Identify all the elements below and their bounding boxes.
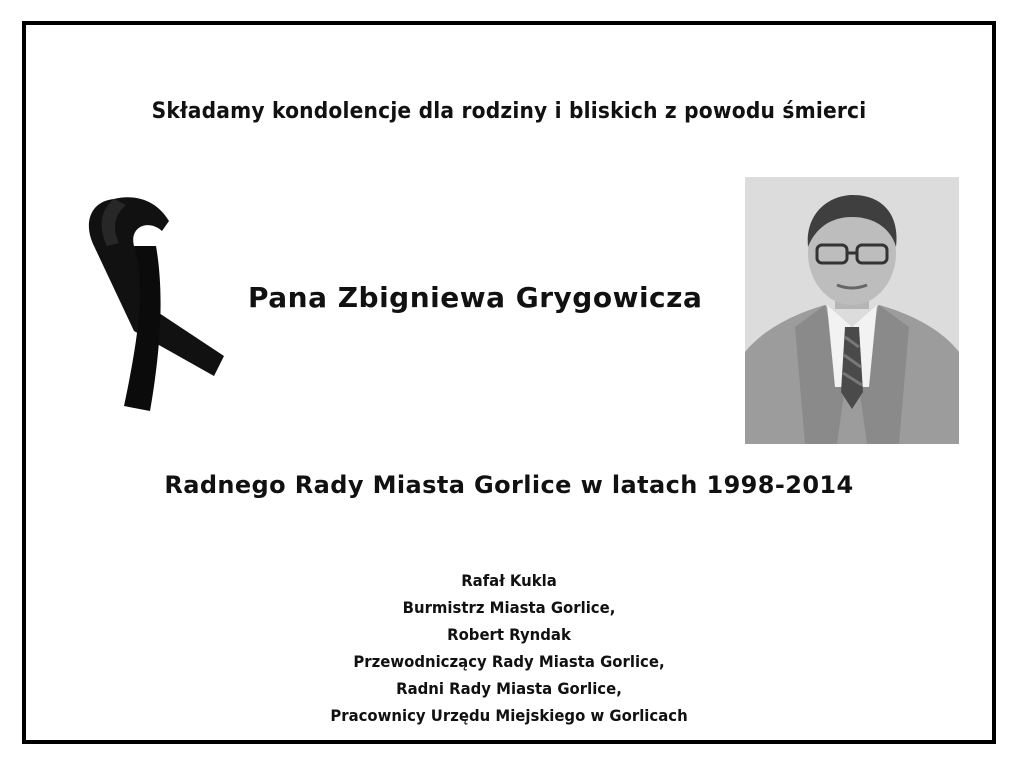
signatory-line: Robert Ryndak — [447, 625, 571, 644]
mourning-ribbon-icon — [74, 191, 224, 416]
signatory-line: Pracownicy Urzędu Miejskiego w Gorlicach — [330, 706, 688, 725]
notice-frame — [22, 21, 996, 744]
signatory-line: Burmistrz Miasta Gorlice, — [402, 598, 616, 617]
signatory-line: Rafał Kukla — [461, 571, 557, 590]
signatories-block — [26, 567, 992, 729]
signatory-line: Radni Rady Miasta Gorlice, — [396, 679, 622, 698]
deceased-name: Pana Zbigniewa Grygowicza — [248, 281, 703, 314]
signatory-line: Przewodniczący Rady Miasta Gorlice, — [353, 652, 665, 671]
portrait-photo — [745, 177, 959, 444]
condolence-headline: Składamy kondolencje dla rodziny i bliskich z powodu śmierci — [151, 99, 867, 124]
role-line: Radnego Rady Miasta Gorlice w latach 1998-2014 — [164, 471, 854, 499]
